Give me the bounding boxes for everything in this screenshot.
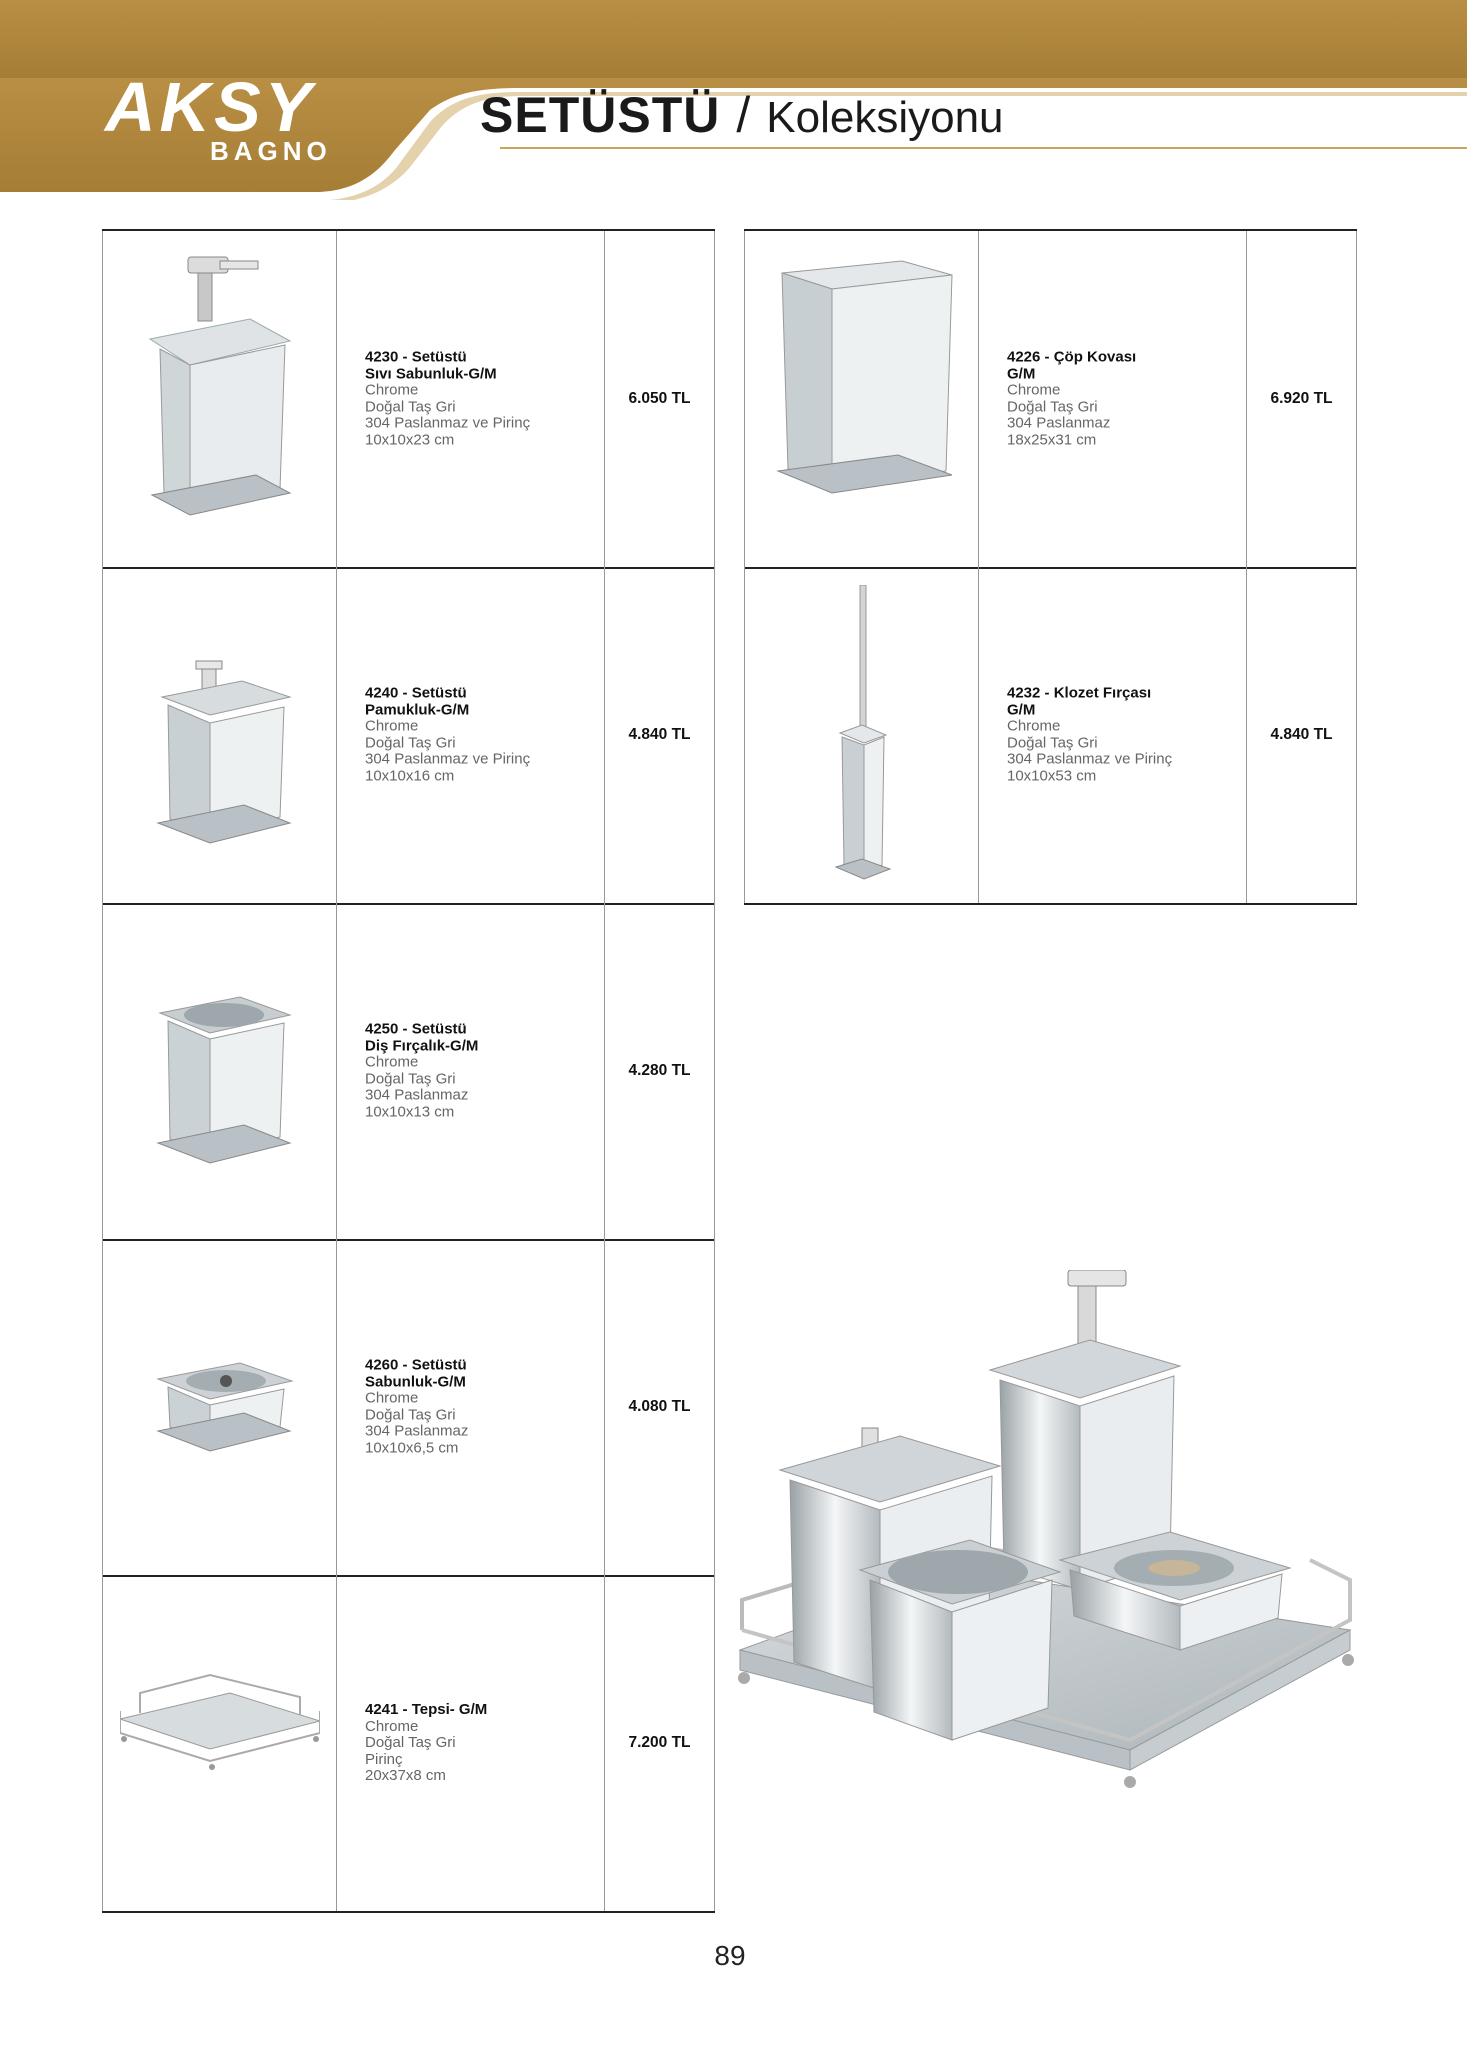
brand-subname: BAGNO [210, 136, 332, 166]
product-row [102, 903, 715, 1241]
product-description-cell [337, 903, 605, 1239]
product-price: 7.200 TL [628, 1734, 691, 1751]
product-spec: Doğal Taş Gri [365, 398, 456, 415]
product-price-cell [605, 903, 715, 1239]
product-name: 4260 - Setüstü [365, 1356, 467, 1374]
product-dimensions: 18x25x31 cm [1007, 431, 1097, 448]
product-spec: Doğal Taş Gri [365, 1070, 456, 1087]
product-description-cell [337, 567, 605, 903]
product-image-cell [102, 1239, 337, 1575]
product-name: Pamukluk-G/M [365, 701, 470, 718]
product-spec: Chrome [365, 1717, 419, 1735]
brand-logo [105, 68, 345, 166]
product-spec: Doğal Taş Gri [1007, 734, 1098, 751]
product-image-cell [744, 231, 979, 567]
product-price-cell [605, 1575, 715, 1911]
soap-dish-icon [120, 1257, 320, 1557]
collection-title: SETÜSTÜ [480, 87, 721, 143]
product-spec: Chrome [365, 717, 419, 735]
product-price-cell [605, 567, 715, 903]
product-price-cell [605, 1239, 715, 1575]
cotton-box-icon [120, 585, 320, 885]
product-row [744, 567, 1357, 905]
product-name: G/M [1007, 701, 1036, 718]
product-description-cell [337, 1239, 605, 1575]
product-price: 6.050 TL [628, 390, 691, 407]
product-name: 4226 - Çöp Kovası [1007, 348, 1137, 366]
product-price: 4.280 TL [628, 1062, 691, 1079]
product-name: G/M [1007, 365, 1036, 382]
product-row [744, 231, 1357, 569]
product-description-cell [979, 567, 1247, 903]
product-spec: 304 Paslanmaz ve Pirinç [365, 750, 531, 768]
product-spec: Doğal Taş Gri [365, 1406, 456, 1423]
product-table-left [102, 229, 715, 1911]
product-spec: Chrome [365, 381, 419, 399]
product-description-cell [337, 231, 605, 567]
product-description-cell [979, 231, 1247, 567]
brand-name: AKSY [105, 68, 316, 146]
product-name: Sıvı Sabunluk-G/M [365, 365, 497, 382]
product-spec: Chrome [365, 1389, 419, 1407]
product-dimensions: 10x10x13 cm [365, 1103, 455, 1120]
product-row [102, 567, 715, 905]
product-name: 4230 - Setüstü [365, 348, 467, 366]
product-name: 4241 - Tepsi- G/M [365, 1700, 488, 1718]
product-dimensions: 20x37x8 cm [365, 1766, 446, 1784]
product-spec: Chrome [1007, 381, 1061, 399]
product-image-cell [102, 231, 337, 567]
product-image-cell [102, 1575, 337, 1911]
product-name: 4250 - Setüstü [365, 1020, 467, 1038]
waste-bin-icon [762, 249, 962, 549]
product-spec: 304 Paslanmaz ve Pirinç [1007, 750, 1173, 768]
page-number: 89 [714, 1940, 746, 1971]
product-description-cell [337, 1575, 605, 1911]
product-name: 4240 - Setüstü [365, 684, 467, 702]
product-price-cell [1247, 231, 1357, 567]
page-title [480, 86, 1004, 146]
product-name: Diş Fırçalık-G/M [365, 1037, 479, 1054]
product-spec: Doğal Taş Gri [365, 1733, 456, 1751]
product-image-cell [102, 903, 337, 1239]
product-dimensions: 10x10x16 cm [365, 767, 455, 784]
tray-icon [120, 1593, 320, 1893]
product-price: 4.840 TL [628, 726, 691, 743]
bathroom-set-photo [730, 1270, 1360, 1920]
product-name: 4232 - Klozet Fırçası [1007, 684, 1152, 702]
product-spec: Pirinç [365, 1750, 403, 1768]
product-price: 4.080 TL [628, 1398, 691, 1415]
product-dimensions: 10x10x53 cm [1007, 767, 1097, 784]
product-price-cell [1247, 567, 1357, 903]
product-spec: 304 Paslanmaz [365, 1086, 469, 1104]
toilet-brush-icon [762, 585, 962, 885]
product-spec: Chrome [1007, 717, 1061, 735]
product-price: 6.920 TL [1270, 390, 1333, 407]
product-dimensions: 10x10x23 cm [365, 431, 455, 448]
product-price: 4.840 TL [1270, 726, 1333, 743]
product-row [102, 1239, 715, 1577]
product-row [102, 1575, 715, 1913]
liquid-soap-dispenser-icon [120, 249, 320, 549]
product-spec: Chrome [365, 1053, 419, 1071]
product-spec: Doğal Taş Gri [365, 734, 456, 751]
product-spec: Doğal Taş Gri [1007, 398, 1098, 415]
product-price-cell [605, 231, 715, 567]
collection-subtitle: Koleksiyonu [766, 93, 1004, 142]
product-dimensions: 10x10x6,5 cm [365, 1439, 459, 1456]
toothbrush-holder-icon [120, 921, 320, 1221]
product-spec: 304 Paslanmaz ve Pirinç [365, 414, 531, 432]
product-image-cell [744, 567, 979, 903]
title-separator: / [736, 87, 751, 143]
product-row [102, 231, 715, 569]
product-name: Sabunluk-G/M [365, 1373, 466, 1390]
page-header [0, 0, 1467, 200]
product-image-cell [102, 567, 337, 903]
product-spec: 304 Paslanmaz [365, 1422, 469, 1440]
product-table-right [744, 229, 1357, 903]
product-spec: 304 Paslanmaz [1007, 414, 1111, 432]
